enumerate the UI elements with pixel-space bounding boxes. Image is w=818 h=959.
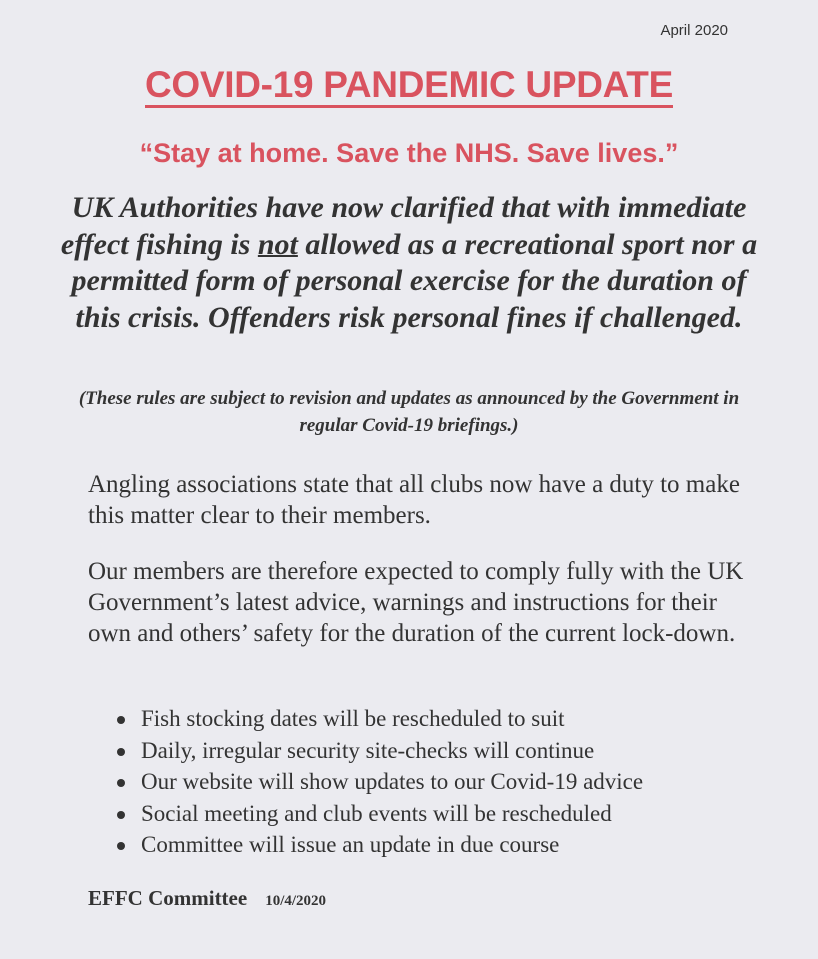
list-item [113,798,643,830]
title-text: COVID-19 PANDEMIC UPDATE [145,65,673,108]
paragraph-members-expected: Our members are therefore expected to comply fully with the UK Government’s latest advice, warnings and instructions for their own and others’ safety for the duration of the current lock-down. [88,558,744,647]
signature-name: EFFC Committee [88,886,248,910]
paragraph-angling-associations: Angling associations state that all clubs now have a duty to make this matter clear to their members. [88,471,740,529]
list-item-text: Fish stocking dates will be rescheduled to suit [141,706,565,731]
notice-emphasis: not [257,227,298,261]
notice-text-before: UK Authorities have now clarified that with immediate effect fishing is [60,191,747,261]
signature [88,886,326,911]
fishing-notice [60,190,758,336]
bullet-icon [117,811,125,819]
bullet-list [113,703,643,861]
signature-date: 10/4/2020 [265,893,327,909]
document-date: April 2020 [660,22,728,39]
notice-text-after: allowed as a recreational sport nor a permitted form of personal exercise for the duration of this crisis. Offenders risk personal fines if challenged. [71,227,758,334]
list-item-text: Daily, irregular security site-checks will continue [141,737,595,763]
page-title [0,64,818,108]
list-item [113,829,643,861]
bullet-icon [117,842,125,850]
caveat-note: (These rules are subject to revision and updates as announced by the Government in regular Covid-19 briefings.) [78,388,740,436]
list-item [113,703,643,735]
bullet-icon [117,716,125,724]
bullet-icon [117,779,125,787]
list-item-text: Social meeting and club events will be rescheduled [141,800,612,826]
bullet-icon [117,748,125,756]
slogan: “Stay at home. Save the NHS. Save lives.” [139,138,679,168]
list-item [113,766,643,798]
list-item-text: Committee will issue an update in due course [141,832,560,857]
list-item [113,735,643,767]
list-item-text: Our website will show updates to our Covid-19 advice [141,769,644,794]
